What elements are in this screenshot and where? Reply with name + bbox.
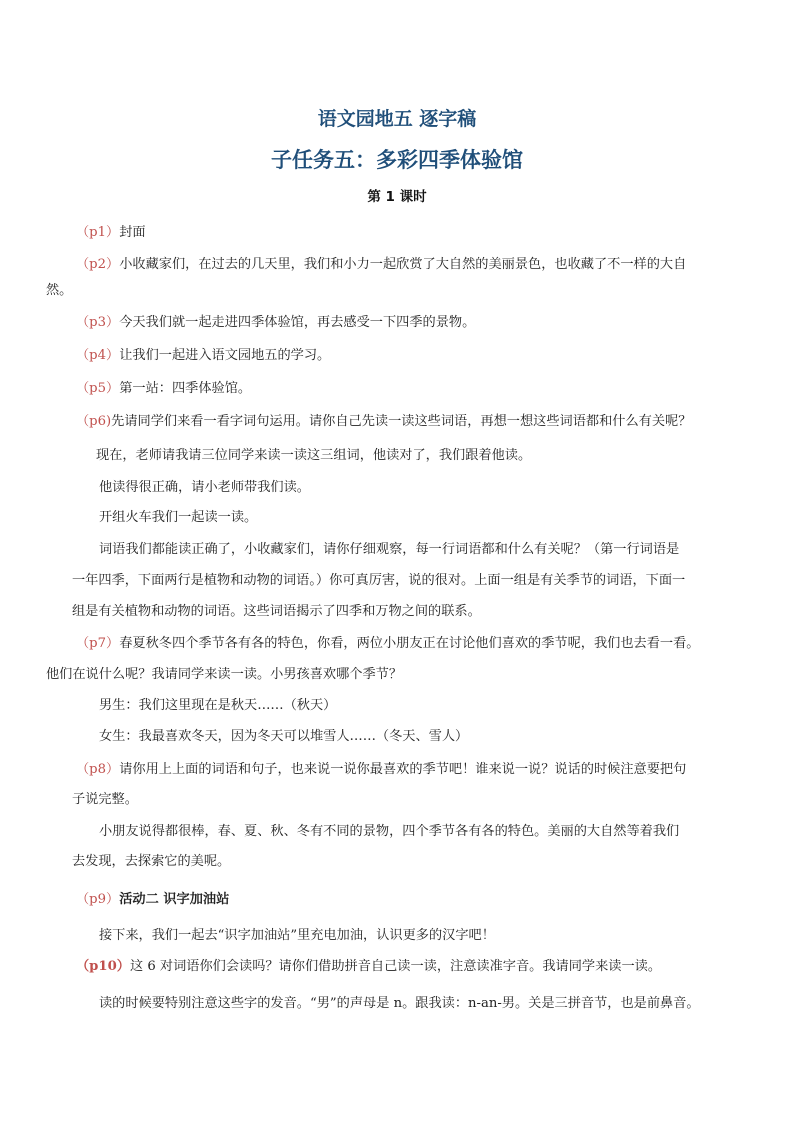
slide-tag: （p5） xyxy=(76,381,120,396)
document-title: 语文园地五 逐字稿 xyxy=(317,108,477,130)
dialogue-line: 男生：我们这里现在是秋天……（秋天） xyxy=(99,698,337,713)
paragraph-continuation: 他们在说什么呢？我请同学来读一读。小男孩喜欢哪个季节？ xyxy=(46,667,403,682)
paragraph-p8 xyxy=(76,760,686,780)
paragraph-line: 他读得很正确，请小老师带我们读。 xyxy=(99,480,310,495)
paragraph-continuation: 然。 xyxy=(46,283,73,298)
paragraph-text: 请你用上上面的词语和句子，也来说一说你最喜欢的季节吧！谁来说一说？说话的时候注意要把句 xyxy=(119,762,687,777)
paragraph-line: 读的时候要特别注意这些字的发音。“男”的声母是 n。跟我读：n-an-男。关是三拼音节，也是前鼻音。 xyxy=(99,996,700,1011)
paragraph-p5 xyxy=(76,379,251,399)
paragraph-p4 xyxy=(76,346,330,366)
slide-tag: （p7） xyxy=(76,636,120,651)
slide-tag: （p4） xyxy=(76,348,120,363)
paragraph-text: 春夏秋冬四个季节各有各的特色，你看，两位小朋友正在讨论他们喜欢的季节呢，我们也去看一看。 xyxy=(119,636,700,651)
paragraph-line: 词语我们都能读正确了，小收藏家们，请你仔细观察，每一行词语都和什么有关呢？（第一行词语是 xyxy=(99,542,680,557)
slide-tag: （p9） xyxy=(76,892,120,907)
paragraph-text: 先请同学们来看一看字词句运用。请你自己先读一读这些词语，再想一想这些词语都和什么有关呢？ xyxy=(111,414,692,429)
paragraph-line: 现在，老师请我请三位同学来读一读这三组词，他读对了，我们跟着他读。 xyxy=(96,448,532,463)
paragraph-line: 组是有关植物和动物的词语。这些词语揭示了四季和万物之间的联系。 xyxy=(72,604,481,619)
slide-tag: （p1） xyxy=(76,225,120,240)
paragraph-text: 封面 xyxy=(119,225,146,240)
paragraph-line: 小朋友说得都很棒，春、夏、秋、冬有不同的景物，四个季节各有各的特色。美丽的大自然等着我们 xyxy=(99,824,680,839)
activity-heading: 活动二 识字加油站 xyxy=(119,892,230,907)
paragraph-text: 这 6 对词语你们会读吗？请你们借助拼音自己读一读，注意读准字音。我请同学来读一读。 xyxy=(129,959,662,974)
slide-tag: （p3） xyxy=(76,315,120,330)
paragraph-line: 一年四季，下面两行是植物和动物的词语。）你可真厉害，说的很对。上面一组是有关季节的词语，下面一 xyxy=(72,573,686,588)
slide-tag: （p10） xyxy=(76,959,130,974)
paragraph-line: 接下来，我们一起去“识字加油站”里充电加油，认识更多的汉字吧！ xyxy=(99,928,495,943)
paragraph-p1 xyxy=(76,223,146,243)
slide-tag: （p2） xyxy=(76,257,120,272)
task-title: 子任务五：多彩四季体验馆 xyxy=(271,148,523,172)
paragraph-p3 xyxy=(76,313,475,333)
dialogue-line: 女生：我最喜欢冬天，因为冬天可以堆雪人……（冬天、雪人） xyxy=(99,729,469,744)
paragraph-text: 第一站：四季体验馆。 xyxy=(119,381,252,396)
paragraph-p7 xyxy=(76,634,699,654)
paragraph-line: 去发现，去探索它的美呢。 xyxy=(72,854,231,869)
slide-tag: （p8） xyxy=(76,762,120,777)
paragraph-text: 小收藏家们，在过去的几天里，我们和小力一起欣赏了大自然的美丽景色，也收藏了不一样的大自 xyxy=(119,257,687,272)
paragraph-continuation: 子说完整。 xyxy=(72,792,138,807)
paragraph-p2 xyxy=(76,255,686,275)
slide-tag: （p6) xyxy=(76,414,112,429)
paragraph-p9 xyxy=(76,890,229,910)
paragraph-p10 xyxy=(76,957,661,977)
paragraph-text: 让我们一起进入语文园地五的学习。 xyxy=(119,348,331,363)
paragraph-line: 开组火车我们一起读一读。 xyxy=(99,510,258,525)
lesson-label: 第 1 课时 xyxy=(367,189,427,205)
paragraph-p6 xyxy=(76,412,691,432)
paragraph-text: 今天我们就一起走进四季体验馆，再去感受一下四季的景物。 xyxy=(119,315,476,330)
